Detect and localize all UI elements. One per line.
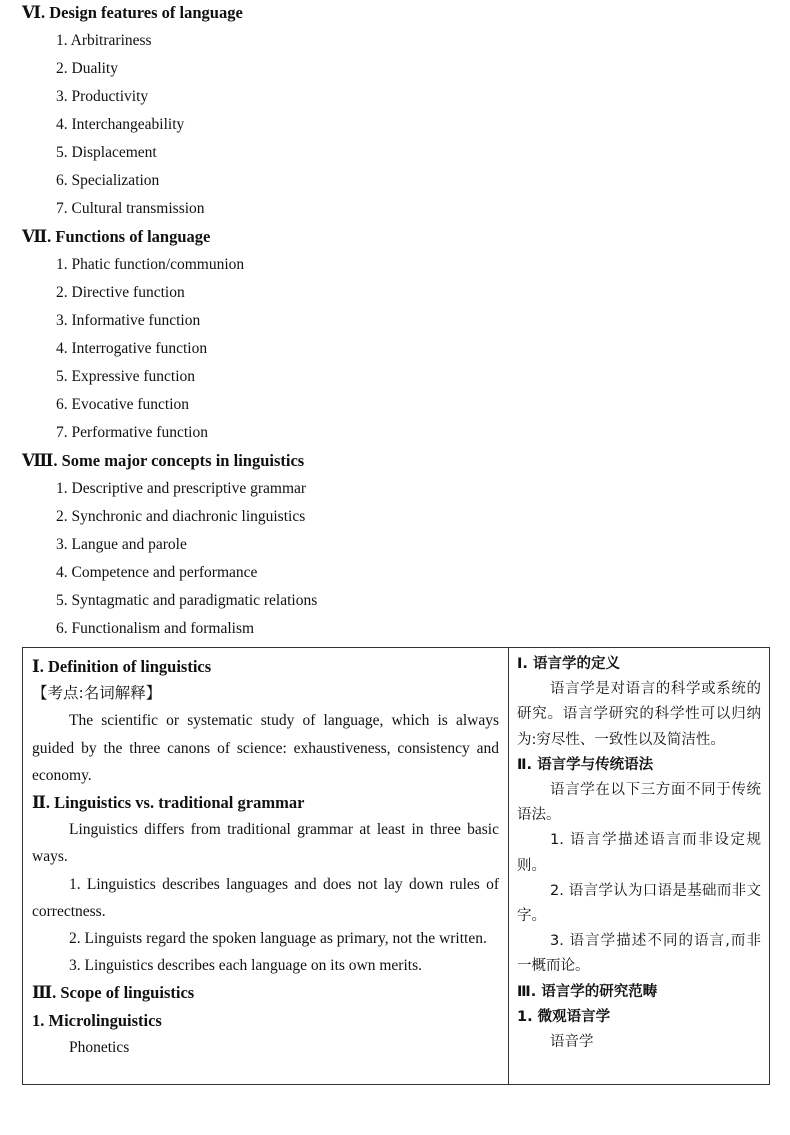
paragraph: 2. Linguists regard the spoken language as primary, not the written. xyxy=(69,930,487,948)
paragraph: 1. Linguistics describes languages and does not lay down rules of correctness. xyxy=(32,875,499,920)
list-item: 2. Directive function xyxy=(56,284,185,301)
paragraph: 3. Linguistics describes each language on its own merits. xyxy=(69,957,422,975)
section-heading-functions: Ⅶ. Functions of language xyxy=(22,227,211,246)
list-item: 7. Cultural transmission xyxy=(56,200,205,217)
exam-point-tag: 【考点:名词解释】 xyxy=(32,684,162,703)
list-item: 5. Expressive function xyxy=(56,368,196,385)
list-item: 5. Syntagmatic and paradigmatic relations xyxy=(56,592,318,609)
list-item: 3. Informative function xyxy=(56,312,201,329)
definition-paragraph: The scientific or systematic study of language, which is always guided by the three canons of science: exhaustiveness, consistency and economy. xyxy=(32,712,499,784)
english-column xyxy=(32,653,499,1061)
column-divider xyxy=(508,648,509,1084)
heading-scope-cn: Ⅲ. 语言学的研究范畴 xyxy=(517,983,658,1000)
section-heading-design-features: Ⅵ. Design features of language xyxy=(22,3,243,22)
list-item: 3. Productivity xyxy=(56,88,149,105)
list-item: 2. Duality xyxy=(56,60,118,77)
list-item: 4. Interchangeability xyxy=(56,116,185,133)
section-heading-major-concepts: Ⅷ. Some major concepts in linguistics xyxy=(22,451,305,470)
paragraph-cn: 语言学是对语言的科学或系统的研究。语言学研究的科学性可以归纳为:穷尽性、一致性以及简洁性。 xyxy=(517,681,761,748)
paragraph-cn: 语音学 xyxy=(550,1034,594,1051)
paragraph-cn: 2. 语言学认为口语是基础而非文字。 xyxy=(517,882,761,925)
heading-microlinguistics-cn: 1. 微观语言学 xyxy=(517,1008,611,1025)
list-item: 6. Evocative function xyxy=(56,396,189,413)
paragraph: Phonetics xyxy=(69,1038,130,1056)
list-item: 1. Phatic function/communion xyxy=(56,256,245,273)
list-item: 6. Specialization xyxy=(56,172,160,189)
paragraph-cn: 3. 语言学描述不同的语言,而非一概而论。 xyxy=(517,933,761,975)
heading-linguistics-vs-grammar-cn: Ⅱ. 语言学与传统语法 xyxy=(517,756,654,773)
list-item: 6. Functionalism and formalism xyxy=(56,620,255,637)
chinese-column xyxy=(517,652,761,1055)
list-item: 4. Competence and performance xyxy=(56,564,258,581)
list-item: 1. Arbitrariness xyxy=(56,32,152,49)
paragraph-cn: 语言学在以下三方面不同于传统语法。 xyxy=(517,782,761,824)
list-item: 2. Synchronic and diachronic linguistics xyxy=(56,508,306,525)
list-item: 1. Descriptive and prescriptive grammar xyxy=(56,480,307,497)
heading-definition-cn: Ⅰ. 语言学的定义 xyxy=(517,656,620,672)
list-item: 4. Interrogative function xyxy=(56,340,208,357)
heading-scope: Ⅲ. Scope of linguistics xyxy=(32,983,195,1003)
paragraph-cn: 1. 语言学描述语言而非设定规则。 xyxy=(517,832,761,874)
heading-definition: Ⅰ. Definition of linguistics xyxy=(32,657,212,676)
bilingual-table xyxy=(22,647,770,1085)
list-item: 3. Langue and parole xyxy=(56,536,187,553)
heading-linguistics-vs-grammar: Ⅱ. Linguistics vs. traditional grammar xyxy=(32,793,305,813)
list-item: 7. Performative function xyxy=(56,424,208,441)
heading-microlinguistics: 1. Microlinguistics xyxy=(32,1010,162,1030)
list-item: 5. Displacement xyxy=(56,144,157,161)
paragraph: Linguistics differs from traditional grammar at least in three basic ways. xyxy=(32,821,499,866)
